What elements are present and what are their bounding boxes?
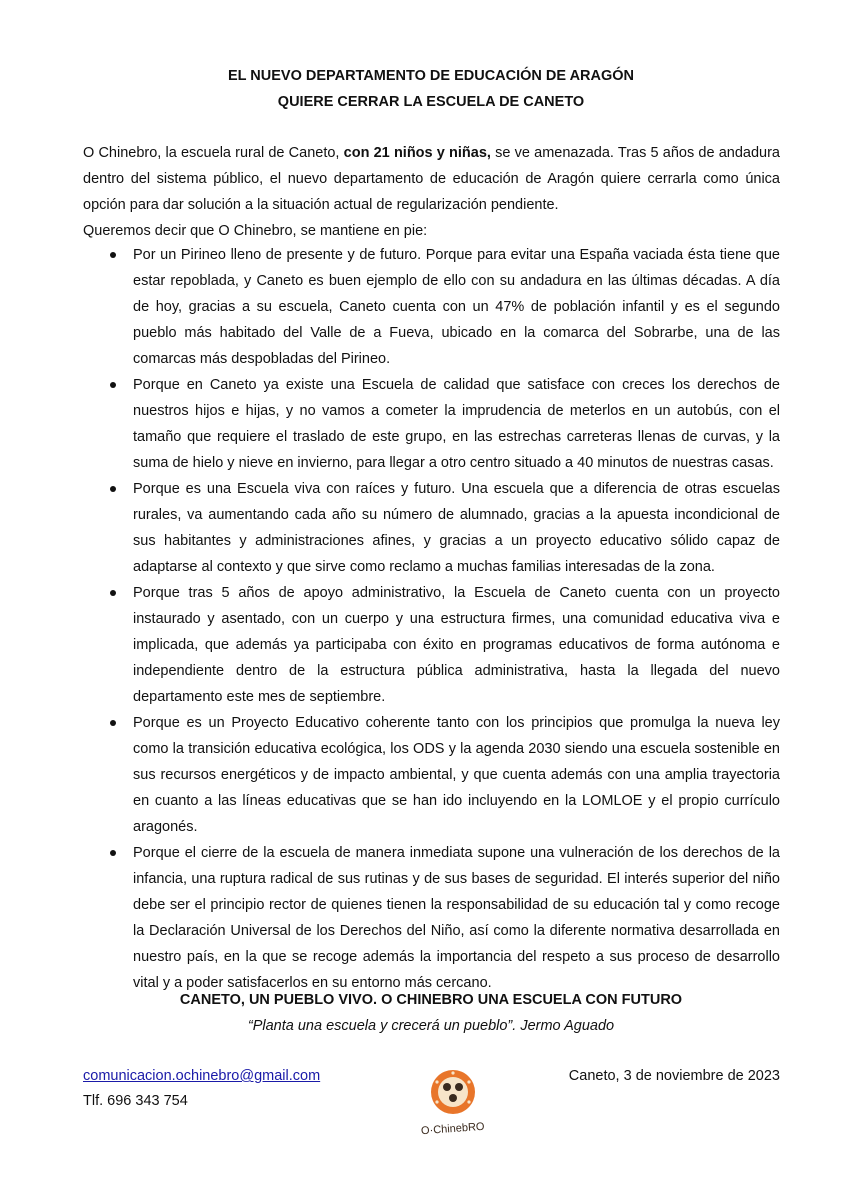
quote-author: Jermo Aguado (516, 1018, 615, 1034)
logo-seed-icon (443, 1083, 451, 1091)
list-item (83, 710, 780, 840)
quote-text: “Planta una escuela y crecerá un pueblo”. (247, 1018, 517, 1034)
school-logo (418, 1062, 488, 1140)
list-item-text: Por un Pirineo lleno de presente y de futuro. Porque para evitar una España vaciada ésta tiene que estar repoblada, y Caneto es buen ejemplo de ello con su andadura en las últimas décadas. A día de hoy, gracias a su escuela, Caneto cuenta con un 47% de población infantil y es el segundo pueblo más habitado del Valle de a Fueva, ubicado en la comarca del Sobrarbe, una de las comarcas más despobladas del Pirineo. (133, 247, 780, 367)
logo-dot-icon (467, 1080, 470, 1083)
intro-paragraph (83, 140, 780, 218)
list-item (83, 476, 780, 580)
bullet-icon (110, 252, 116, 258)
bullet-icon (110, 720, 116, 726)
list-item-text: Porque el cierre de la escuela de manera inmediata supone una vulneración de los derechos de la infancia, una ruptura radical de sus rutinas y de sus bases de seguridad. El interés superior del niño debe ser el principio rector de quienes tienen la responsabilidad de su educación tal y como recoge la Declaración Universal de los Derechos del Niño, así como la diferente normativa desarrollada en nuestro país, en la que se recoge además la importancia del respeto a sus proceso de desarrollo vital y a poder satisfacerlos en su entorno más cercano. (133, 845, 780, 991)
intro-line-2: Queremos decir que O Chinebro, se mantiene en pie: (83, 223, 428, 239)
list-item (83, 372, 780, 476)
list-item (83, 242, 780, 372)
logo-dot-icon (467, 1100, 470, 1103)
email-link[interactable]: comunicacion.ochinebro@gmail.com (83, 1068, 321, 1084)
document-title (0, 63, 862, 115)
list-item-text: Porque en Caneto ya existe una Escuela de calidad que satisface con creces los derechos de nuestros hijos e hijas, y no vamos a cometer la imprudencia de meterlos en un autobús, con el tamaño que requiere el traslado de este grupo, en las estrechas carreteras llenas de curvas, y la suma de hielo y nieve en invierno, para llegar a otro centro situado a 40 minutos de nuestras casas. (133, 377, 780, 471)
bullet-icon (110, 382, 116, 388)
logo-dot-icon (451, 1071, 454, 1074)
bullet-icon (110, 850, 116, 856)
bullet-icon (110, 486, 116, 492)
intro-text-b: se ve amenazada. Tras 5 años de andadura dentro del sistema público, el nuevo departamento de educación de Aragón quiere cerrarla como única opción para dar solución a la situación actual de regularización pendiente. (83, 145, 780, 213)
quote (0, 1014, 862, 1038)
reasons-list (83, 242, 780, 996)
phone-number: Tlf. 696 343 754 (83, 1093, 188, 1109)
logo-seed-icon (455, 1083, 463, 1091)
list-item-text: Porque es una Escuela viva con raíces y futuro. Una escuela que a diferencia de otras escuelas rurales, va aumentando cada año su número de alumnado, gracias a la apuesta incondicional de sus habitantes y administraciones afines, y gracias a un proyecto educativo sólido capaz de adaptarse al contexto y que sirve como reclamo a muchas familias interesadas de la zona. (133, 481, 780, 575)
intro-bold: con 21 niños y niñas, (343, 145, 491, 161)
title-line-2: QUIERE CERRAR LA ESCUELA DE CANETO (277, 94, 585, 110)
intro-text-a: O Chinebro, la escuela rural de Caneto, (83, 145, 344, 161)
list-item-text: Porque es un Proyecto Educativo coherente tanto con los principios que promulga la nueva ley como la transición educativa ecológica, los ODS y la agenda 2030 siendo una escuela sostenible en sus recursos energéticos y de impacto ambiental, y que cuenta además con una amplia trayectoria en cuanto a las líneas educativas que se han ido incluyendo en la LOMLOE y el propio currículo aragonés. (133, 715, 780, 835)
date-place: Caneto, 3 de noviembre de 2023 (568, 1068, 780, 1084)
intro-section (83, 140, 780, 244)
list-item (83, 840, 780, 996)
logo-seed-icon (449, 1094, 457, 1102)
title-line-1: EL NUEVO DEPARTAMENTO DE EDUCACIÓN DE ARAGÓN (227, 68, 635, 84)
bullet-icon (110, 590, 116, 596)
list-item (83, 580, 780, 710)
logo-text: O·ChinebRO (420, 1120, 485, 1138)
logo-dot-icon (435, 1100, 438, 1103)
slogan: CANETO, UN PUEBLO VIVO. O CHINEBRO UNA ESCUELA CON FUTURO (179, 992, 683, 1008)
logo-dot-icon (435, 1080, 438, 1083)
list-item-text: Porque tras 5 años de apoyo administrativo, la Escuela de Caneto cuenta con un proyecto instaurado y asentado, con un cuerpo y una estructura firmes, una comunidad educativa viva e implicada, que además ya participaba con éxito en programas educativos de forma autónoma e independiente dentro de la estructura pública administrativa, hasta la llegada del nuevo departamento este mes de septiembre. (133, 585, 780, 705)
logo-inner-icon (438, 1077, 468, 1107)
